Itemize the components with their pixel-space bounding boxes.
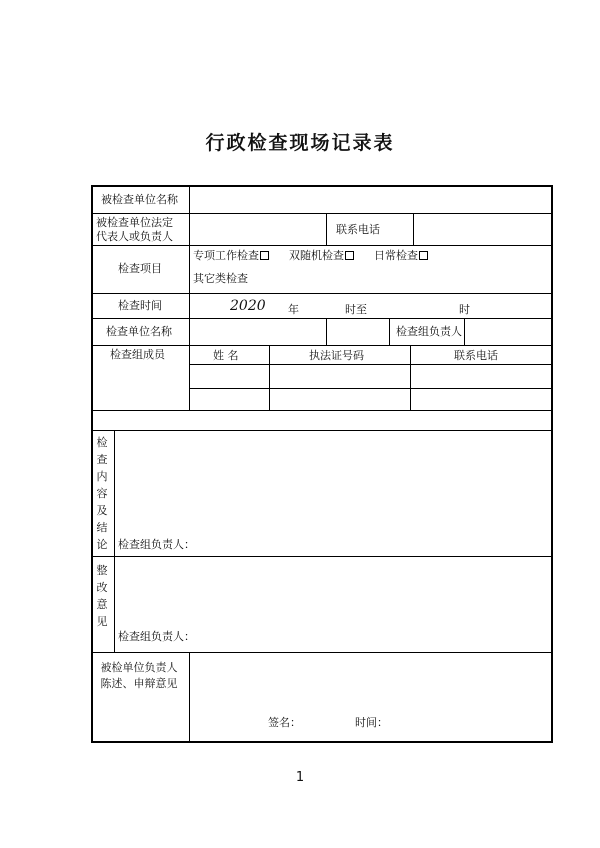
outer-border-left <box>91 185 93 743</box>
outer-border-top <box>91 185 553 187</box>
row-divider <box>91 652 553 653</box>
label-contact-phone: 联系电话 <box>336 223 380 236</box>
member-row-divider <box>189 388 553 389</box>
label-team-members: 检查组成员 <box>110 348 165 361</box>
col-divider <box>269 345 270 410</box>
label-rectify-leader: 检查组负责人： <box>118 630 195 643</box>
label-time-to: 时 <box>459 303 470 316</box>
row-divider <box>91 430 553 431</box>
checkbox-routine-inspection[interactable] <box>374 249 428 262</box>
row-divider <box>91 345 553 346</box>
value-time-year: 2020 <box>230 298 266 314</box>
section-label-divider <box>189 652 190 741</box>
checkbox-square-icon[interactable] <box>345 251 354 260</box>
label-content-section: 检查内容及结论 <box>96 436 108 551</box>
label-inspector-unit: 检查单位名称 <box>106 325 172 338</box>
label-inspection-time: 检查时间 <box>118 299 162 312</box>
row-divider <box>91 293 553 294</box>
outer-border-right <box>551 185 553 743</box>
row-divider <box>91 556 553 557</box>
row-divider <box>91 245 553 246</box>
label-legal-rep-line2: 代表人或负责人 <box>96 230 173 243</box>
checkbox-special-inspection[interactable] <box>193 249 269 262</box>
header-member-name: 姓 名 <box>213 349 239 362</box>
checkbox-random-label: 双随机检查 <box>289 249 344 262</box>
page-title: 行政检查现场记录表 <box>205 132 395 154</box>
checkbox-square-icon[interactable] <box>419 251 428 260</box>
col-divider <box>413 213 414 245</box>
checkbox-square-icon[interactable] <box>260 251 269 260</box>
member-row-divider <box>189 364 553 365</box>
col-divider <box>410 345 411 410</box>
label-legal-rep-line1: 被检查单位法定 <box>96 216 173 229</box>
label-unit-name: 被检查单位名称 <box>101 193 178 206</box>
row-divider <box>91 213 553 214</box>
label-column-divider <box>189 185 190 410</box>
label-time-year: 年 <box>288 303 299 316</box>
section-label-divider <box>114 430 115 652</box>
checkbox-routine-label: 日常检查 <box>374 249 418 262</box>
col-divider <box>326 213 327 245</box>
label-rectify-section: 整改意见 <box>96 564 108 628</box>
row-divider <box>91 410 553 411</box>
row-divider <box>91 318 553 319</box>
col-divider <box>326 318 327 345</box>
col-divider <box>464 318 465 345</box>
checkbox-other-inspection[interactable] <box>193 272 248 285</box>
page-number: 1 <box>295 770 305 785</box>
label-sign-time: 时间： <box>355 716 388 729</box>
checkbox-random-inspection[interactable] <box>289 249 354 262</box>
header-member-cert: 执法证号码 <box>309 349 364 362</box>
label-sign: 签名： <box>268 716 301 729</box>
header-member-phone: 联系电话 <box>454 349 498 362</box>
label-time-from: 时至 <box>345 303 367 316</box>
label-content-leader: 检查组负责人： <box>118 538 195 551</box>
label-statement-section: 被检单位负责人陈述、申辩意见 <box>100 661 178 690</box>
checkbox-special-label: 专项工作检查 <box>193 249 259 262</box>
label-team-leader: 检查组负责人 <box>396 325 462 338</box>
label-inspection-items: 检查项目 <box>118 262 162 275</box>
checkbox-other-label: 其它类检查 <box>193 272 248 285</box>
col-divider <box>389 318 390 345</box>
outer-border-bottom <box>91 741 553 743</box>
